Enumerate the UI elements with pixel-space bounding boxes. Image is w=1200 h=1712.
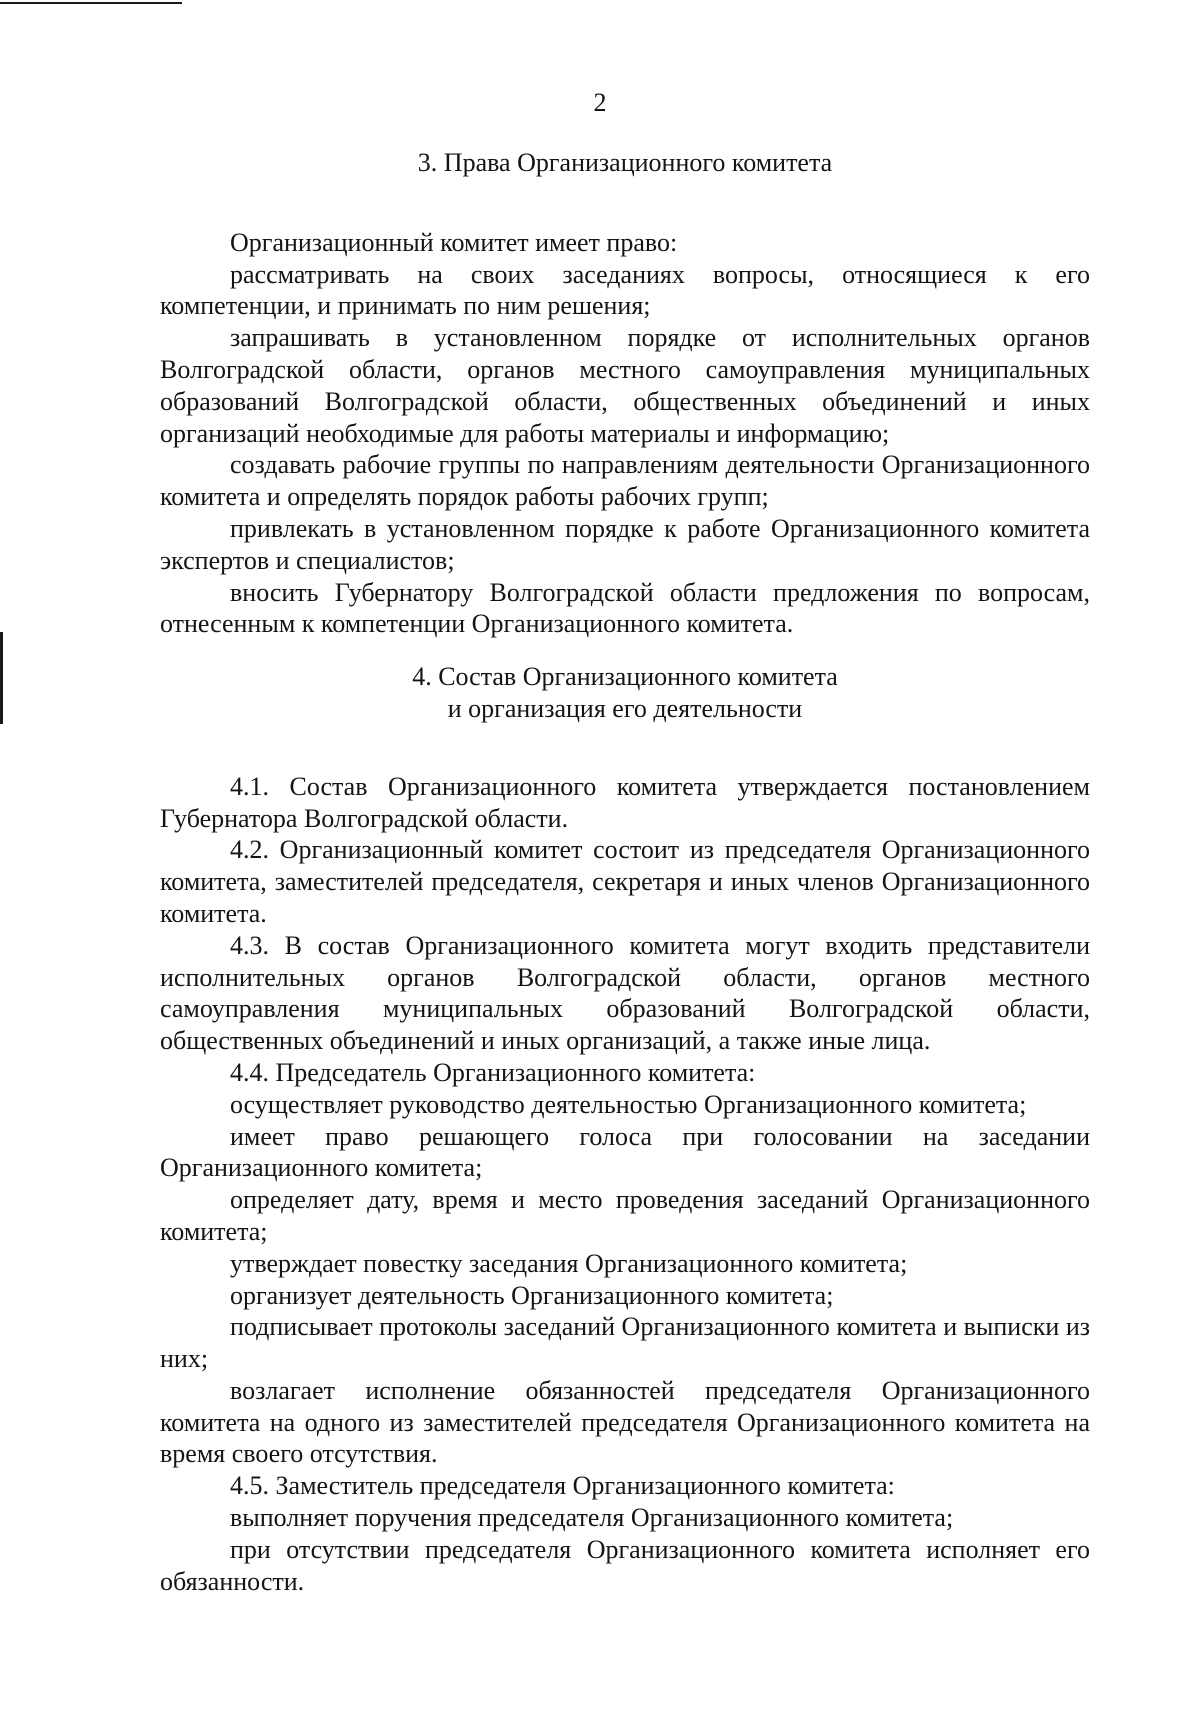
paragraph: утверждает повестку заседания Организационного комитета; (230, 1248, 908, 1278)
section-4-body (160, 771, 1090, 1598)
paragraph: рассматривать на своих заседаниях вопросы, относящиеся к его компетенции, и принимать по ним решения; (160, 259, 1090, 321)
section-4-heading-line-1: 4. Состав Организационного комитета (412, 662, 838, 692)
paragraph: вносить Губернатору Волгоградской области предложения по вопросам, отнесенным к компетенции Организационного комитета. (160, 577, 1090, 639)
paragraph: Организационный комитет имеет право: (230, 227, 678, 257)
paragraph: привлекать в установленном порядке к работе Организационного комитета экспертов и специалистов; (160, 513, 1090, 575)
paragraph: организует деятельность Организационного комитета; (230, 1280, 834, 1310)
section-3-body (160, 227, 1090, 640)
paragraph: 4.2. Организационный комитет состоит из председателя Организационного комитета, заместителей председателя, секретаря и иных членов Организационного комитета. (160, 835, 1090, 928)
paragraph: выполняет поручения председателя Организационного комитета; (230, 1503, 954, 1533)
paragraph: имеет право решающего голоса при голосовании на заседании Организационного комитета; (160, 1121, 1090, 1183)
scan-edge-mark-top (0, 2, 182, 4)
section-3-heading: 3. Права Организационного комитета (417, 148, 833, 177)
paragraph: осуществляет руководство деятельностью Организационного комитета; (230, 1089, 1027, 1119)
paragraph: запрашивать в установленном порядке от исполнительных органов Волгоградской области, органов местного самоуправления муниципальных образований Волгоградской области, общественных объединений и иных организаций необходимые для работы материалы и информацию; (160, 323, 1090, 448)
scan-edge-mark-left (0, 632, 3, 724)
paragraph: 4.1. Состав Организационного комитета утверждается постановлением Губернатора Волгоградской области. (160, 771, 1090, 833)
paragraph: возлагает исполнение обязанностей председателя Организационного комитета на одного из заместителей председателя Организационного комитета на время своего отсутствия. (160, 1375, 1090, 1469)
paragraph: создавать рабочие группы по направлениям деятельности Организационного комитета и определять порядок работы рабочих групп; (160, 450, 1090, 512)
page-number: 2 (593, 88, 607, 117)
paragraph: подписывает протоколы заседаний Организационного комитета и выписки из них; (160, 1312, 1090, 1374)
paragraph: при отсутствии председателя Организационного комитета исполняет его обязанности. (160, 1534, 1090, 1596)
paragraph: 4.3. В состав Организационного комитета могут входить представители исполнительных органов Волгоградской области, органов местного самоуправления муниципальных образований Волгоградской области, общественных объединений и иных организаций, а также иные лица. (160, 930, 1090, 1056)
paragraph: определяет дату, время и место проведения заседаний Организационного комитета; (160, 1185, 1090, 1246)
paragraph: 4.5. Заместитель председателя Организационного комитета: (230, 1471, 895, 1501)
section-4-heading-line-2: и организация его деятельности (447, 693, 803, 723)
paragraph: 4.4. Председатель Организационного комитета: (230, 1057, 756, 1087)
document-body (160, 147, 1090, 1597)
